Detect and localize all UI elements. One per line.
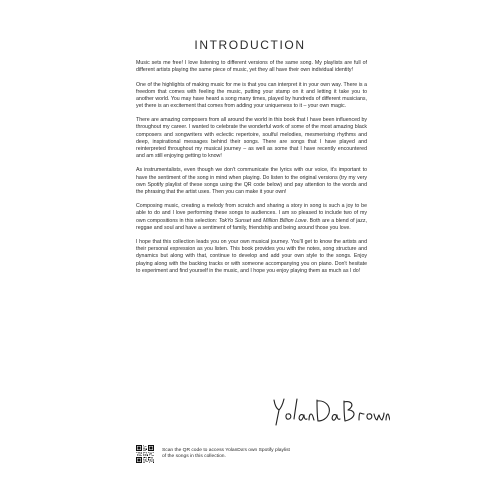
paragraph-4: As instrumentalists, even though we don't communicate the lyrics with our voice, it's important to have the sentiment of the song in mind when playing. Do listen to the original versions (try my very own Spotify playlist of these songs using the QR code below) and pay attention to the words and the phrasing that the artist uses. Then you can make it your own! [136,167,367,195]
paragraph-5-after: . Both are a blend of jazz, reggae and soul and have a sentiment of family, friendship and being around those you love. [136,217,367,231]
signature [270,394,390,428]
paragraph-1: Music sets me free! I love listening to different versions of the same song. My playlists are full of different artists playing the same piece of music, yet they all have their own individual identity! [136,60,367,74]
paragraph-2: One of the highlights of making music for me is that you can interpret it in your own way. There is a freedom that comes with feeling the music, putting your stamp on it and letting it take you to another world. You may have heard a song many times, played by hundreds of different musicians, yet there is an excitement that comes from adding your uniqueness to it – your own magic. [136,81,367,109]
paragraph-5 [136,203,367,232]
composition-title-1: TokYo Sunset [218,217,252,224]
composition-title-2: Million Billion Love [263,217,307,224]
body-text [136,60,367,282]
paragraph-6: I hope that this collection leads you on your own musical journey. You'll get to know the artists and their personal expression as you listen. This book provides you with the notes, song structure and dynamics but along with that, continue to develop and add your own style to the songs. Enjoy playing along with the backing tracks or with someone accompanying you on piano. Don't hesitate to experiment and find yourself in the music, and I hope you enjoy playing them as much as I do! [136,239,367,274]
paragraph-3: There are amazing composers from all around the world in this book that I have been influenced by throughout my career. I wanted to celebrate the wonderful work of some of the most amazing black composers and songwriters with eclectic repertoire, soulful melodies, mesmerising rhythms and deep, inspirational messages behind their songs. There are songs that I have played and reinterpreted throughout my musical journey – as well as some that I have recently encountered and am still enjoying getting to know! [136,117,367,160]
qr-caption-line-2: of the songs in this collection. [162,454,226,460]
qr-caption [162,448,362,461]
paragraph-5-middle: and [251,217,264,224]
paragraph-5-before: Composing music, creating a melody from scratch and sharing a story in song is such a joy to be able to do and I love performing these songs to audiences. I am so pleased to include two of my own compositions in this selection: [136,203,367,224]
qr-caption-line-1: Scan the QR code to access YolanDa's own Spotify playlist [162,448,290,453]
page-title: INTRODUCTION [194,38,306,52]
qr-code-icon[interactable] [136,445,154,463]
